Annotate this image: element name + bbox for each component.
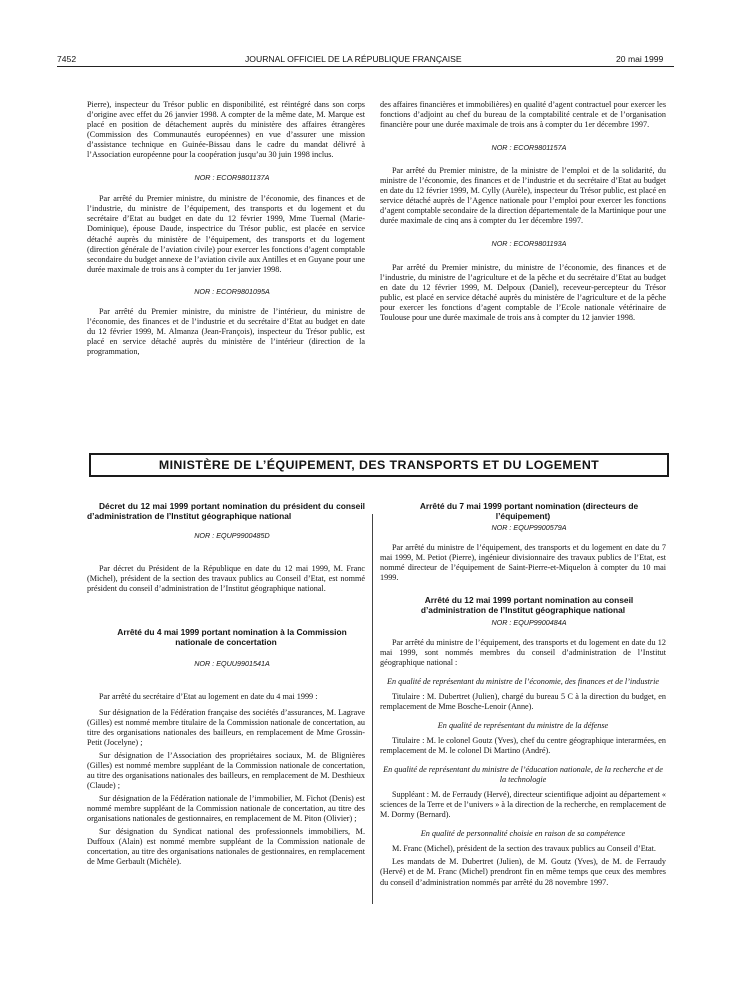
nor-reference: NOR : EQUU9901541A	[194, 658, 270, 668]
paragraph: Par arrêté du Premier ministre, de la ministre de l’emploi et de la solidarité, du ministre de l’économie, des finances et de l’industrie et du secrétaire d’Etat au budget en date du 12 février 1999, M. Cylly (Aurèle), inspecteur du Trésor public, est placé en service détaché auprès de l’Agence nationale pour l’emploi pour exercer les fonctions d’agent comptable secondaire de la direction départementale de la Martinique pour une durée maximale de cinq ans à compter du 1er décembre 1997.	[380, 166, 666, 226]
section-heading: En qualité de représentant du ministre de la défense	[437, 720, 609, 730]
paragraph: des affaires financières et immobilières) en qualité d’agent contractuel pour exercer les fonctions d’adjoint au chef du bureau de la comptabilité centrale et de l’organisation financière pour une durée maximale de trois ans à compter du 1er décembre 1997.	[380, 100, 666, 130]
header-rule	[57, 66, 674, 67]
paragraph: Titulaire : M. Dubertret (Julien), chargé du bureau 5 C à la direction du budget, en remplacement de Mme Bosche-Lenoir (Anne).	[380, 691, 666, 711]
page-date: 20 mai 1999	[616, 54, 664, 64]
top-right-column	[380, 100, 666, 323]
paragraph: Par arrêté du Premier ministre, du ministre de l’économie, des finances et de l’industrie, du ministre de l’équipement, des transports et du logement et du secrétaire d’Etat au budget en date du 12 février 1999, Mme Tuernal (Marie-Dominique), épouse Daude, inspectrice du Trésor public, est placée en service détaché auprès du ministère de l’équipement, des transports et du logement (direction générale de l’aviation civile) pour exercer les fonctions d’agent comptable secondaire du budget annexe de l’aviation civile aux Antilles et en Guyane pour une durée maximale de trois ans à compter du 1er janvier 1998.	[87, 194, 365, 274]
nor-reference: NOR : ECOR9801137A	[194, 173, 270, 183]
bottom-left-column	[87, 502, 365, 867]
section-heading: En qualité de représentant du ministre de l’éducation nationale, de la recherche et de la technologie	[383, 765, 663, 785]
paragraph: Par arrêté du ministre de l’équipement, des transports et du logement en date du 7 mai 1999, M. Petiot (Pierre), ingénieur divisionnaire des travaux publics de l’Etat, est nommé directeur de l’équipement de Saint-Pierre-et-Miquelon à compter du 10 mai 1999.	[380, 543, 666, 583]
paragraph: Les mandats de M. Dubertret (Julien), de M. Goutz (Yves), de M. de Ferraudy (Hervé) et de M. Franc (Michel) prendront fin en même temps que ceux des membres du conseil d’administration nommés par arrêté du 28 novembre 1997.	[380, 857, 666, 887]
nor-reference: NOR : EQUP9900484A	[491, 617, 567, 627]
nor-reference: NOR : ECOR9801095A	[194, 286, 270, 296]
column-divider	[372, 514, 373, 904]
paragraph: Par arrêté du Premier ministre, du ministre de l’intérieur, du ministre de l’économie, des finances et de l’industrie et du secrétaire d’Etat au budget en date du 12 février 1999, M. Almanza (Jean-François), inspecteur du Trésor public, est placé en service détaché auprès du ministère de l’intérieur (direction de la programmation,	[87, 306, 365, 356]
nor-reference: NOR : ECOR9801193A	[491, 239, 567, 249]
section-heading: En qualité de représentant du ministre de l’économie, des finances et de l’industrie	[386, 676, 660, 686]
paragraph: Titulaire : M. le colonel Goutz (Yves), chef du centre géographique interarmées, en remplacement de M. le colonel Di Martino (André).	[380, 735, 666, 756]
paragraph: Sur désignation de la Fédération nationale de l’immobilier, M. Fichot (Denis) est nommé membre suppléant de la Commission nationale de concertation, au titre des organisations nationales de gestionnaires, en remplacement de M. Piton (Olivier) ;	[87, 794, 365, 824]
nor-reference: NOR : EQUP9900579A	[491, 523, 567, 533]
journal-title: JOURNAL OFFICIEL DE LA RÉPUBLIQUE FRANÇAISE	[245, 54, 462, 64]
paragraph: Pierre), inspecteur du Trésor public en disponibilité, est réintégré dans son corps d’origine avec effet du 26 janvier 1998. A compter de la même date, M. Marque est placé en position de détachement auprès du ministère des affaires étrangères (Commission des Communautés européennes) en vue d’assurer une mission d’assistance technique en Guinée-Bissau dans le cadre du mandat délivré à l’Association européenne pour la coopération jusqu’au 30 juin 1998 inclus.	[87, 100, 365, 160]
paragraph: Sur désignation du Syndicat national des professionnels immobiliers, M. Duffoux (Alain) est nommé membre suppléant de la Commission nationale de concertation, au titre des organisations nationales de gestionnaires, en remplacement de Mme Gerbault (Michèle).	[87, 827, 365, 867]
bottom-right-column	[380, 502, 666, 888]
paragraph: Par arrêté du secrétaire d’Etat au logement en date du 4 mai 1999 :	[99, 691, 318, 701]
arrete-title: Arrêté du 12 mai 1999 portant nomination au conseil d’administration de l’Institut géographique national	[420, 595, 634, 616]
page-number: 7452	[57, 54, 77, 64]
nor-reference: NOR : ECOR9801157A	[491, 143, 567, 153]
ministry-banner: MINISTÈRE DE L’ÉQUIPEMENT, DES TRANSPORTS ET DU LOGEMENT	[89, 453, 669, 477]
paragraph: Suppléant : M. de Ferraudy (Hervé), directeur scientifique adjoint au département « sciences de la Terre et de l’univers » à la direction de la recherche, en remplacement de M. Dormy (Bernard).	[380, 790, 666, 820]
paragraph: M. Franc (Michel), président de la section des travaux publics au Conseil d’Etat.	[392, 844, 656, 854]
paragraph: Sur désignation de la Fédération française des sociétés d’assurances, M. Lagrave (Gilles) est nommé membre titulaire de la Commission nationale de concertation, au titre des organisations nationales des bailleurs, en remplacement de Mme Grossin-Petit (Jocelyne) ;	[87, 707, 365, 747]
section-heading: En qualité de personnalité choisie en raison de sa compétence	[420, 829, 626, 839]
nor-reference: NOR : EQUP9900485D	[194, 531, 270, 541]
top-left-column	[87, 100, 365, 357]
decree-title: Décret du 12 mai 1999 portant nomination du président du conseil d’administration de l’Institut géographique national	[87, 501, 365, 521]
paragraph: Par décret du Président de la République en date du 12 mai 1999, M. Franc (Michel), président de la section des travaux publics au Conseil d’Etat, est nommé président du conseil d’administration de l’Institut géographique national.	[87, 564, 365, 594]
paragraph: Sur désignation de l’Association des propriétaires sociaux, M. de Blignières (Gilles) est nommé membre suppléant de la Commission nationale de concertation, au titre des organisations nationales des bailleurs, en remplacement de M. Desthieux (Claude) ;	[87, 750, 365, 790]
paragraph: Par arrêté du Premier ministre, du ministre de l’économie, des finances et de l’industrie, du ministre de l’agriculture et de la pêche et du secrétaire d’Etat au budget en date du 12 février 1999, M. Delpoux (Daniel), receveur-percepteur du Trésor public, est placé en service détaché auprès du ministère de l’agriculture et de la pêche pour exercer les fonctions d’agent comptable de l’Ecole nationale vétérinaire de Toulouse pour une durée maximale de trois ans à compter du 12 janvier 1998.	[380, 262, 666, 322]
paragraph: Par arrêté du ministre de l’équipement, des transports et du logement en date du 12 mai 1999, sont nommés membres du conseil d’administration de l’Institut géographique national :	[380, 637, 666, 667]
arrete-title: Arrêté du 4 mai 1999 portant nomination à la Commission nationale de concertation	[117, 627, 347, 647]
arrete-title: Arrêté du 7 mai 1999 portant nomination (directeurs de l’équipement)	[419, 501, 639, 521]
